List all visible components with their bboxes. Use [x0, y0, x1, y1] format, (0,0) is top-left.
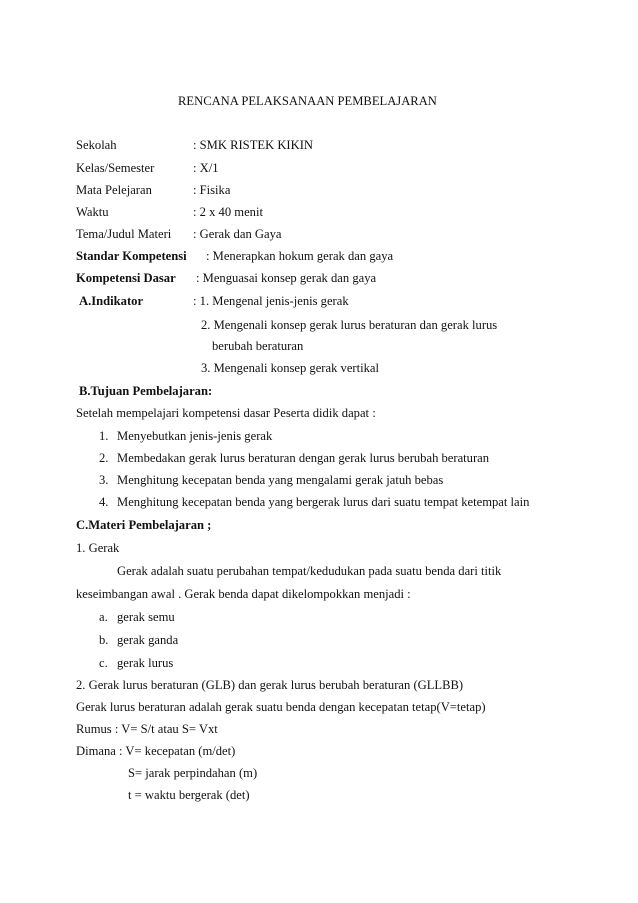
materi-t-definition: t = waktu bergerak (det) [128, 788, 250, 802]
tujuan-item-num: 2. [99, 451, 109, 465]
indikator-item-2: 2. Mengenali konsep gerak lurus beraturan dan gerak lurus [201, 318, 498, 332]
tujuan-item-text: Menghitung kecepatan benda yang mengalami gerak jatuh bebas [117, 473, 444, 487]
identity-value-mapel: : Fisika [193, 183, 231, 197]
identity-label-mapel: Mata Pelejaran [76, 183, 152, 197]
materi-gerak-paragraph-line-2: keseimbangan awal . Gerak benda dapat dikelompokkan menjadi : [76, 587, 411, 601]
gerak-type-text: gerak lurus [117, 656, 174, 670]
tujuan-item-num: 1. [99, 429, 109, 443]
standar-kompetensi-value: : Menerapkan hokum gerak dan gaya [206, 249, 394, 263]
identity-label-tema: Tema/Judul Materi [76, 227, 172, 241]
identity-label-sekolah: Sekolah [76, 138, 117, 152]
gerak-type-letter: c. [99, 656, 108, 670]
identity-label-kelas: Kelas/Semester [76, 161, 155, 175]
tujuan-item-num: 3. [99, 473, 109, 487]
tujuan-item-num: 4. [99, 495, 109, 509]
tujuan-item-text: Membedakan gerak lurus beraturan dengan gerak lurus berubah beraturan [117, 451, 490, 465]
identity-value-waktu: : 2 x 40 menit [193, 205, 263, 219]
kompetensi-dasar-value: : Menguasai konsep gerak dan gaya [196, 271, 377, 285]
identity-value-tema: : Gerak dan Gaya [193, 227, 282, 241]
gerak-type-text: gerak ganda [117, 633, 179, 647]
materi-gerak-paragraph-line-1: Gerak adalah suatu perubahan tempat/kedudukan pada suatu benda dari titik [117, 564, 502, 578]
tujuan-item-text: Menyebutkan jenis-jenis gerak [117, 429, 273, 443]
indikator-item-3: 3. Mengenali konsep gerak vertikal [201, 361, 380, 375]
gerak-type-letter: b. [99, 633, 109, 647]
materi-glb-definition: Gerak lurus beraturan adalah gerak suatu benda dengan kecepatan tetap(V=tetap) [76, 700, 486, 714]
document-title: RENCANA PELAKSANAAN PEMBELAJARAN [178, 94, 437, 108]
materi-s-definition: S= jarak perpindahan (m) [128, 766, 258, 780]
materi-dimana: Dimana : V= kecepatan (m/det) [76, 744, 236, 758]
identity-value-sekolah: : SMK RISTEK KIKIN [193, 138, 313, 152]
kompetensi-dasar-label: Kompetensi Dasar [76, 271, 176, 285]
materi-glb-title: 2. Gerak lurus beraturan (GLB) dan gerak lurus berubah beraturan (GLLBB) [76, 678, 464, 692]
tujuan-item-text: Menghitung kecepatan benda yang bergerak lurus dari suatu tempat ketempat lain [117, 495, 530, 509]
identity-label-waktu: Waktu [76, 205, 109, 219]
tujuan-heading: B.Tujuan Pembelajaran: [79, 384, 213, 398]
standar-kompetensi-label: Standar Kompetensi [76, 249, 187, 263]
indikator-label: A.Indikator [79, 294, 144, 308]
gerak-type-text: gerak semu [117, 610, 175, 624]
identity-value-kelas: : X/1 [193, 161, 219, 175]
indikator-item-1: : 1. Mengenal jenis-jenis gerak [193, 294, 349, 308]
indikator-item-2-continued: berubah beraturan [212, 339, 304, 353]
materi-heading: C.Materi Pembelajaran ; [76, 518, 212, 532]
tujuan-intro: Setelah mempelajari kompetensi dasar Peserta didik dapat : [76, 406, 376, 420]
gerak-type-letter: a. [99, 610, 108, 624]
materi-rumus: Rumus : V= S/t atau S= Vxt [76, 722, 218, 736]
materi-gerak-title: 1. Gerak [76, 541, 120, 555]
